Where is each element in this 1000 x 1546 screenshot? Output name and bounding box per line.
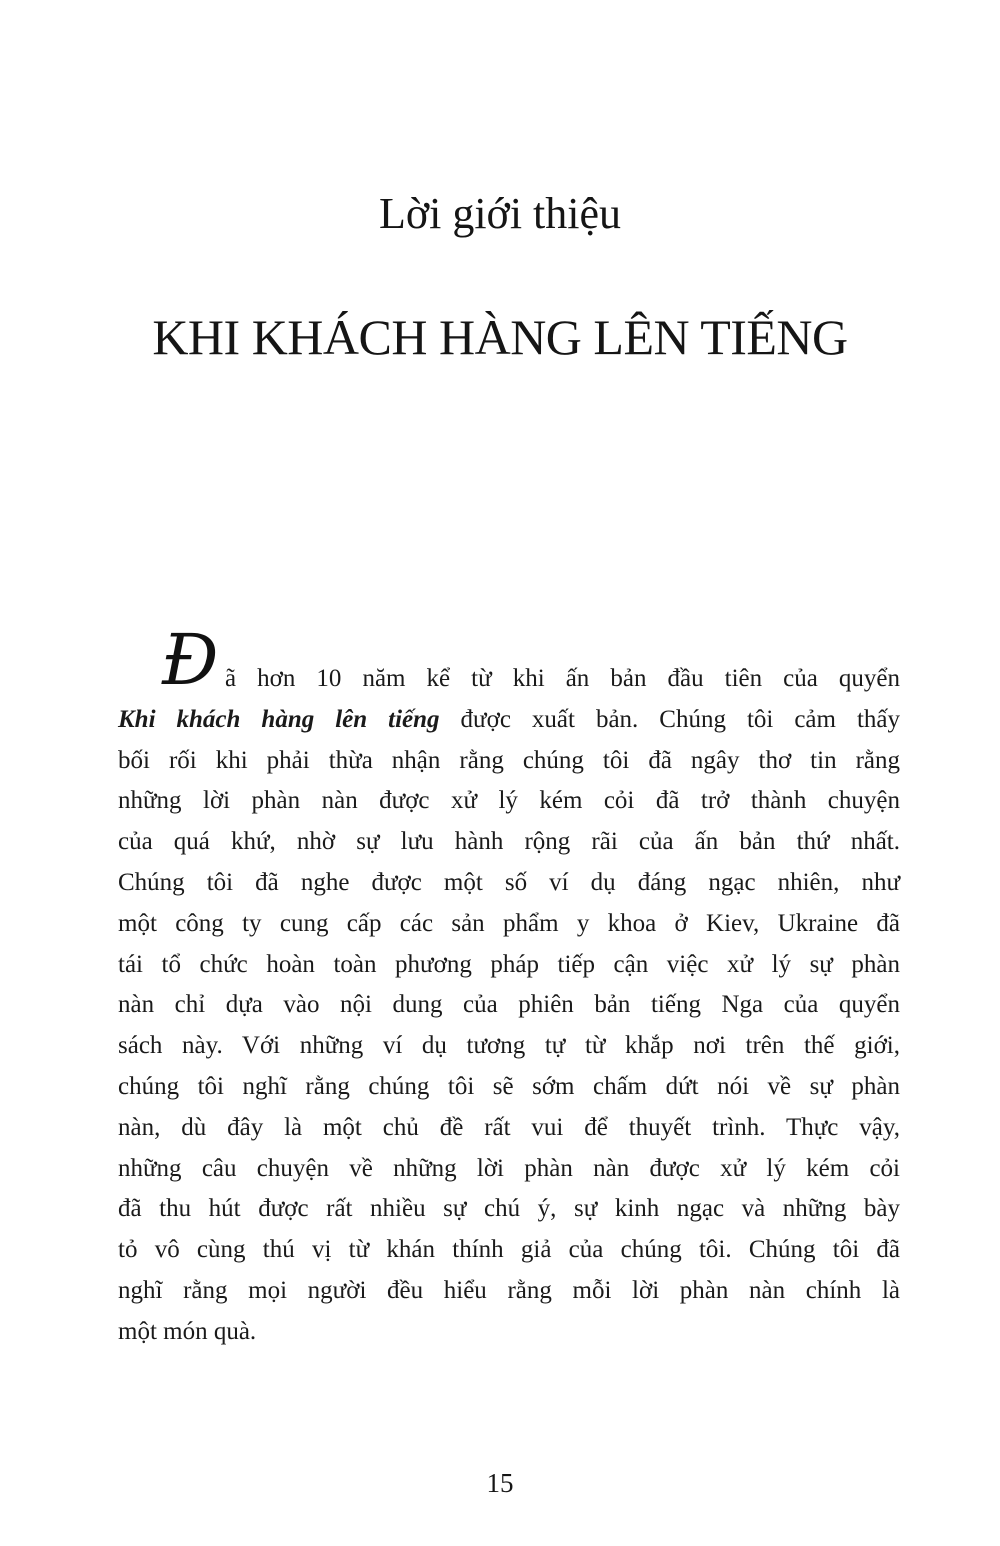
body-line: đã thu hút được rất nhiều sự chú ý, sự kinh ngạc và những bày (118, 1195, 900, 1223)
body-line: bối rối khi phải thừa nhận rằng chúng tôi đã ngây thơ tin rằng (118, 746, 900, 774)
body-line: nghĩ rằng mọi người đều hiểu rằng mỗi lời phàn nàn chính là (118, 1276, 900, 1304)
body-paragraph (118, 659, 900, 1353)
body-line-rest: được xuất bản. Chúng tôi cảm thấy (460, 705, 900, 733)
page-number: 15 (486, 1468, 514, 1498)
body-line: chúng tôi nghĩ rằng chúng tôi sẽ sớm chấm dứt nói về sự phàn (118, 1072, 900, 1100)
body-line (118, 700, 900, 741)
body-line: những câu chuyện về những lời phàn nàn được xử lý kém cỏi (118, 1154, 900, 1182)
body-line: một công ty cung cấp các sản phẩm y khoa ở Kiev, Ukraine đã (118, 909, 900, 937)
body-line: nàn chỉ dựa vào nội dung của phiên bản tiếng Nga của quyển (118, 991, 900, 1019)
body-line: tái tổ chức hoàn toàn phương pháp tiếp cận việc xử lý sự phàn (118, 950, 900, 978)
chapter-title: KHI KHÁCH HÀNG LÊN TIẾNG (152, 309, 848, 365)
body-line: tỏ vô cùng thú vị từ khán thính giả của chúng tôi. Chúng tôi đã (118, 1236, 900, 1264)
body-line: Chúng tôi đã nghe được một số ví dụ đáng ngạc nhiên, như (118, 868, 900, 896)
body-line: một món quà. (118, 1317, 257, 1345)
body-line: ã hơn 10 năm kể từ khi ấn bản đầu tiên của quyển (225, 665, 900, 692)
book-title-emphasis: Khi khách hàng lên tiếng (118, 705, 440, 733)
chapter-label: Lời giới thiệu (378, 189, 622, 238)
body-line: của quá khứ, nhờ sự lưu hành rộng rãi của ấn bản thứ nhất. (118, 828, 900, 856)
body-line: nàn, dù đây là một chủ đề rất vui để thuyết trình. Thực vậy, (118, 1113, 900, 1141)
drop-cap: Đ (162, 619, 219, 701)
body-line: những lời phàn nàn được xử lý kém cỏi đã trở thành chuyện (118, 787, 900, 815)
body-line: sách này. Với những ví dụ tương tự từ khắp nơi trên thế giới, (118, 1032, 900, 1060)
